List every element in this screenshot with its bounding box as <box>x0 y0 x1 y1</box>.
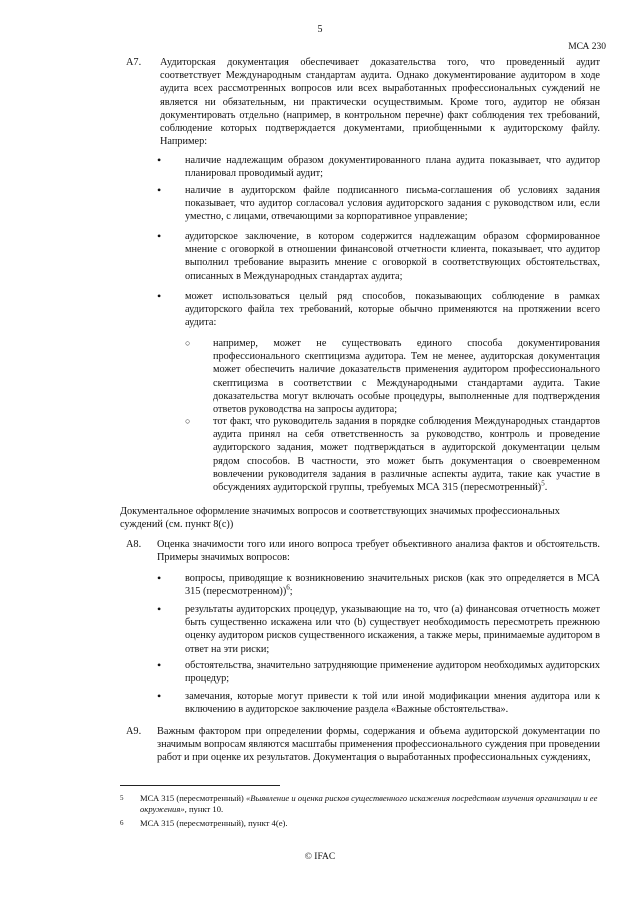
list-item: обстоятельства, значительно затрудняющие применение аудитором необходимых аудиторских процедур; <box>185 660 600 685</box>
footnote-ref: 5 <box>541 479 545 488</box>
footnote-tail: , пункт 10. <box>184 804 224 814</box>
footnote-number: 5 <box>120 794 124 802</box>
bullet-icon: • <box>157 153 162 167</box>
list-item: наличие в аудиторском файле подписанного письма-соглашения об условиях задания показывает, что аудитор согласовал условия аудиторского задания с руководством или, если уместно, с лицами, отвечающими за корпоративное управление; <box>185 185 600 223</box>
paragraph-id-a7: A7. <box>126 57 142 68</box>
bullet-icon: • <box>157 229 162 243</box>
sub-list-item-end: . <box>544 482 548 494</box>
list-item: аудиторское заключение, в котором содержится надлежащим образом сформированное мнение с оговоркой в отношении финансовой отчетности клиента, показывает, что аудитор выполнил требование выразить мнение с оговоркой в соответствующих обстоятельствах, описанных в Международных стандартах аудита; <box>185 231 600 282</box>
paragraph-id-a8: A8. <box>126 539 142 550</box>
paragraph-a7: Аудиторская документация обеспечивает доказательства того, что проведенный аудит соответствует Международным стандартам аудита. Однако документирование аудитором в ходе аудита всех рассмотренных вопросов или всех выработанных профессиональных суждений не является ни обязательным, ни практически осуществимым. Кроме того, аудитор не обязан документировать отдельно (например, в контрольном перечне) факт соблюдения тех требований, соблюдение которых подтверждается документами, приобщенными к аудиторскому файлу. Например: <box>160 57 600 148</box>
footnote-title: «Выявление и оценка рисков существенного искажения посредством изучения организации и ее окружения» <box>140 793 598 814</box>
sub-list-item <box>213 415 600 494</box>
list-item-end: ; <box>289 586 293 598</box>
list-item-text: вопросы, приводящие к возникновению значительных рисков (как это определяется в МСА 315 (пересмотренном)) <box>185 573 600 598</box>
paragraph-a9: Важным фактором при определении формы, содержания и объема аудиторской документации по значимым вопросам являются масштабы применения профессионального суждения при проведении работ и при оценке их результатов. Документация о выработанных профессиональных суждениях, <box>157 726 600 764</box>
footnote-ref: 6 <box>286 583 290 592</box>
list-item: результаты аудиторских процедур, указывающие на то, что (a) финансовая отчетность может быть существенно искажена или что (b) существует необходимость пересмотреть прежнюю оценку аудитором рисков существенного искажения, а также меры, принимаемые аудитором в ответ на эти риски; <box>185 604 600 655</box>
standard-code: МСА 230 <box>568 42 606 52</box>
circle-bullet-icon: ○ <box>185 338 191 348</box>
sub-list-item-text: тот факт, что руководитель задания в порядке соблюдения Международных стандартов аудита принял на себя ответственность за руководство, контроль и проведение аудиторского задания, может подтверждаться в аудиторской документации целым рядом способов. В частности, это может быть документация о своевременном вовлечении руководителя задания в различные аспекты аудита, такие как участие в обсуждениях аудиторской группы, требуемых МСА 315 (пересмотренный) <box>213 416 600 494</box>
footnote-text: МСА 315 (пересмотренный) <box>140 793 246 803</box>
copyright-footer: © IFAC <box>304 852 336 862</box>
list-item: замечания, которые могут привести к той или иной модификации мнения аудитора или к включению в аудиторское заключение раздела «Важные обстоятельства». <box>185 691 600 716</box>
list-item: наличие надлежащим образом документированного плана аудита показывает, что аудитор планировал проводимый аудит; <box>185 155 600 180</box>
bullet-icon: • <box>157 689 162 703</box>
circle-bullet-icon: ○ <box>185 416 191 426</box>
footnote-divider <box>120 785 280 786</box>
bullet-icon: • <box>157 183 162 197</box>
bullet-icon: • <box>157 289 162 303</box>
paragraph-id-a9: A9. <box>126 726 142 737</box>
paragraph-a8: Оценка значимости того или иного вопроса требует объективного анализа фактов и обстоятельств. Примеры значимых вопросов: <box>157 539 600 564</box>
page-number: 5 <box>317 24 323 35</box>
bullet-icon: • <box>157 602 162 616</box>
list-item <box>185 572 600 598</box>
footnote-text: МСА 315 (пересмотренный), пункт 4(е). <box>140 818 288 828</box>
footnote-number: 6 <box>120 819 124 827</box>
list-item: может использоваться целый ряд способов, показывающих соблюдение в рамках аудиторского файла тех требований, которые обычно применяются на протяжении всего аудита: <box>185 291 600 329</box>
section-heading: Документальное оформление значимых вопросов и соответствующих значимых профессиональных суждений (см. пункт 8(с)) <box>120 506 560 531</box>
sub-list-item: например, может не существовать единого способа документирования профессионального скептицизма аудитора. Тем не менее, аудиторская документация может обеспечить наличие доказательств применения аудитором профессионального скептицизма в соответствии с Международными стандартами аудита. Такие доказательства могут включать особые процедуры, выполненные для подтверждения ответов руководства на запросы аудитора; <box>213 338 600 416</box>
bullet-icon: • <box>157 658 162 672</box>
bullet-icon: • <box>157 571 162 585</box>
footnote <box>140 793 600 815</box>
footnote <box>140 818 600 829</box>
